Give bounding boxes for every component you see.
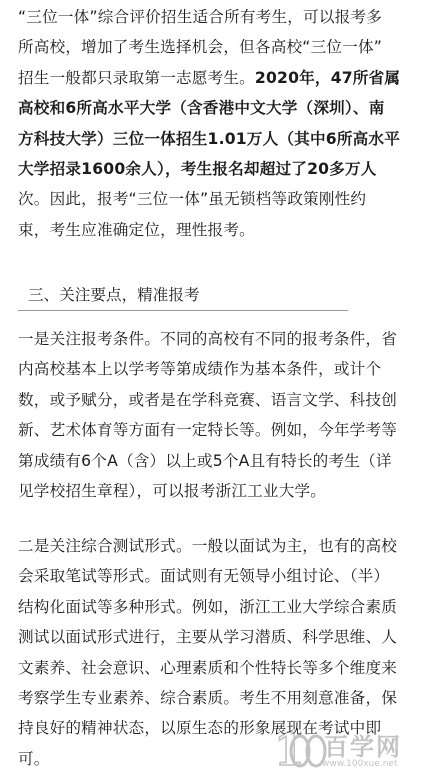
watermark-site-name: 百学网 [324,732,402,761]
text-line: 数，或予赋分，或者是在学科竞赛、语言文学、科技创 [18,390,398,409]
bold-text-line [18,124,416,154]
text-line: 结构化面试等多种形式。例如，浙江工业大学综合素质 [18,597,398,616]
paragraph-registration-conditions [18,324,416,506]
text-line: “三位一体”综合评价招生适合所有考生，可以报考多 [18,8,383,26]
text-line: 第成绩有6个A（含）以上或5个A且有特长的考生（详 [18,451,392,470]
svg-text:1: 1 [274,725,305,775]
text-line: 可。 [18,749,50,768]
text-line: 考察学生专业素养、综合素质。考生不用刻意准备，保 [18,689,398,708]
text-line: 内高校基本上以学考等第成绩作为基本条件，或计个 [18,360,382,379]
text-line: 文素养、社会意识、心理素质和个性特长等多个维度来 [18,658,398,677]
watermark-url: www.100xue.net [322,759,398,769]
text-line: 次。因此，报考“三位一体”虽无锁档等政策刚性约 [18,190,367,209]
bold-text-segment: 大学招录1600余人），考生报名却超过了20多万人 [18,160,377,179]
text-line: 测试以面试形式进行，主要从学习潜质、科学思维、人 [18,628,398,647]
section-heading: 三、关注要点，精准报考 [18,280,348,311]
site-watermark [272,719,422,779]
bold-text-segment: 高校和6所高水平大学（含香港中文大学（深圳）、南 [18,99,385,118]
text-line: 持良好的精神状态，以原生态的形象展现在考试中即 [18,719,382,738]
text-line: 所高校，增加了考生选择机会，但各高校“三位一体” [18,38,383,57]
logo-100-icon [272,719,328,775]
bold-text-segment: 2020年，47所省属 [254,68,401,87]
text-line [18,63,416,93]
text-line: 见学校招生章程），可以报考浙江工业大学。 [18,482,327,501]
paragraph-sanweiyiti-intro [18,2,416,245]
bold-text-segment: 方科技大学）三位一体招生1.01万人（其中6所高水平 [18,129,400,148]
text-line: 二是关注综合测试形式。一般以面试为主，也有的高校 [18,537,398,555]
bold-text-line [18,154,416,184]
text-line: 会采取笔试等形式。面试则有无领导小组讨论、（半） [18,567,390,586]
bold-text-line [18,93,416,123]
text-line: 一是关注报考条件。不同的高校有不同的报考条件，省 [18,330,398,348]
text-line: 束，考生应准确定位，理性报考。 [18,220,255,239]
text-line: 新、艺术体育等方面有一定特长等。例如，今年学考等 [18,421,398,440]
text-segment: 招生一般都只录取第一志愿考生。 [18,68,255,87]
